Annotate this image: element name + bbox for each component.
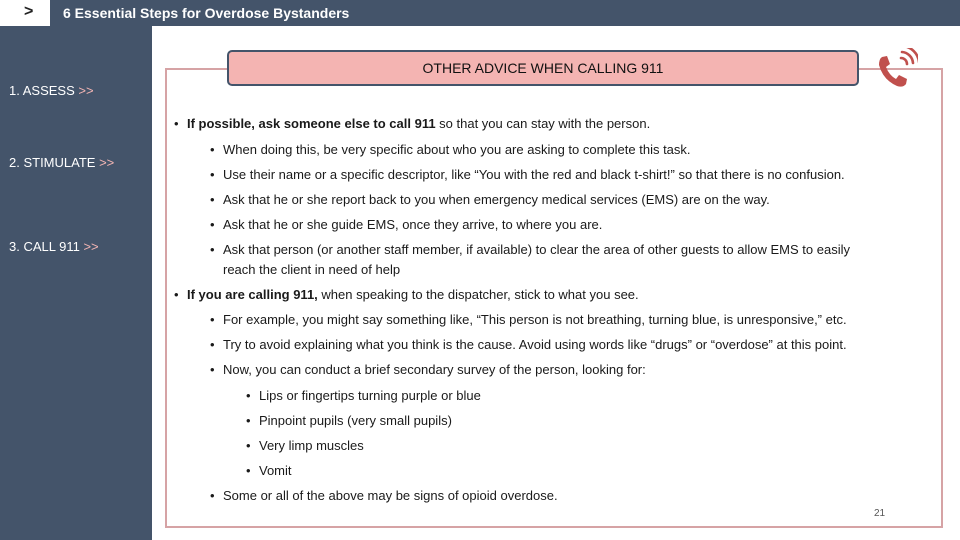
- bullet: •: [210, 312, 215, 327]
- bullet: •: [210, 192, 215, 207]
- list-item-text: Now, you can conduct a brief secondary survey of the person, looking for:: [223, 362, 646, 377]
- bullet: •: [210, 242, 215, 257]
- list-item-text: when speaking to the dispatcher, stick to what you see.: [317, 287, 639, 302]
- list-item-text: For example, you might say something like, “This person is not breathing, turning blue, is unresponsive,” etc.: [223, 312, 847, 327]
- bullet: •: [174, 287, 179, 302]
- list-item-text: Pinpoint pupils (very small pupils): [259, 413, 452, 428]
- bullet: •: [210, 167, 215, 182]
- double-chevron-icon: >>: [83, 239, 99, 254]
- bullet: •: [210, 337, 215, 352]
- bullet: •: [210, 362, 215, 377]
- bullet: •: [210, 488, 215, 503]
- bullet: •: [246, 463, 251, 478]
- double-chevron-icon: >>: [78, 83, 94, 98]
- list-item-text: Some or all of the above may be signs of opioid overdose.: [223, 488, 558, 503]
- list-item-continuation: reach the client in need of help: [223, 262, 401, 277]
- list-item-text: When doing this, be very specific about who you are asking to complete this task.: [223, 142, 691, 157]
- page-title: 6 Essential Steps for Overdose Bystanders: [63, 5, 350, 21]
- bullet: •: [210, 217, 215, 232]
- sidebar: [0, 26, 152, 540]
- bullet: •: [174, 116, 179, 131]
- list-item-lead: If you are calling 911,: [187, 287, 318, 302]
- sidebar-item-stimulate[interactable]: [9, 155, 114, 170]
- content-frame: [165, 68, 943, 528]
- list-item-text: Try to avoid explaining what you think is the cause. Avoid using words like “drugs” or “overdose” at this point.: [223, 337, 847, 352]
- bullet: •: [246, 388, 251, 403]
- top-bar: [0, 0, 960, 26]
- list-item-text: Lips or fingertips turning purple or blue: [259, 388, 481, 403]
- sidebar-item-assess[interactable]: [9, 83, 94, 98]
- list-item-text: Ask that he or she guide EMS, once they arrive, to where you are.: [223, 217, 603, 232]
- list-item-text: Ask that he or she report back to you when emergency medical services (EMS) are on the way.: [223, 192, 770, 207]
- double-chevron-icon: >>: [99, 155, 115, 170]
- sidebar-item-label: 2. STIMULATE: [9, 155, 100, 170]
- chevron-right-icon[interactable]: >: [24, 3, 34, 20]
- section-banner: OTHER ADVICE WHEN CALLING 911: [227, 50, 859, 86]
- page-number: 21: [874, 508, 886, 519]
- phone-call-icon: [872, 48, 918, 90]
- list-item-text: Use their name or a specific descriptor, like “You with the red and black t-shirt!” so that there is no confusion.: [223, 167, 845, 182]
- sidebar-item-call-911[interactable]: [9, 239, 99, 254]
- chevron-box[interactable]: [0, 0, 52, 26]
- list-item-text: Vomit: [259, 463, 292, 478]
- list-item-lead: If possible, ask someone else to call 911: [187, 116, 436, 131]
- bullet: •: [246, 438, 251, 453]
- bullet: •: [246, 413, 251, 428]
- list-item-text: Ask that person (or another staff member, if available) to clear the area of other guests to allow EMS to easily: [223, 242, 850, 257]
- sidebar-item-label: 1. ASSESS: [9, 83, 79, 98]
- list-item-text: Very limp muscles: [259, 438, 364, 453]
- sidebar-item-label: 3. CALL 911: [9, 239, 84, 254]
- list-item-text: so that you can stay with the person.: [435, 116, 651, 131]
- bullet: •: [210, 142, 215, 157]
